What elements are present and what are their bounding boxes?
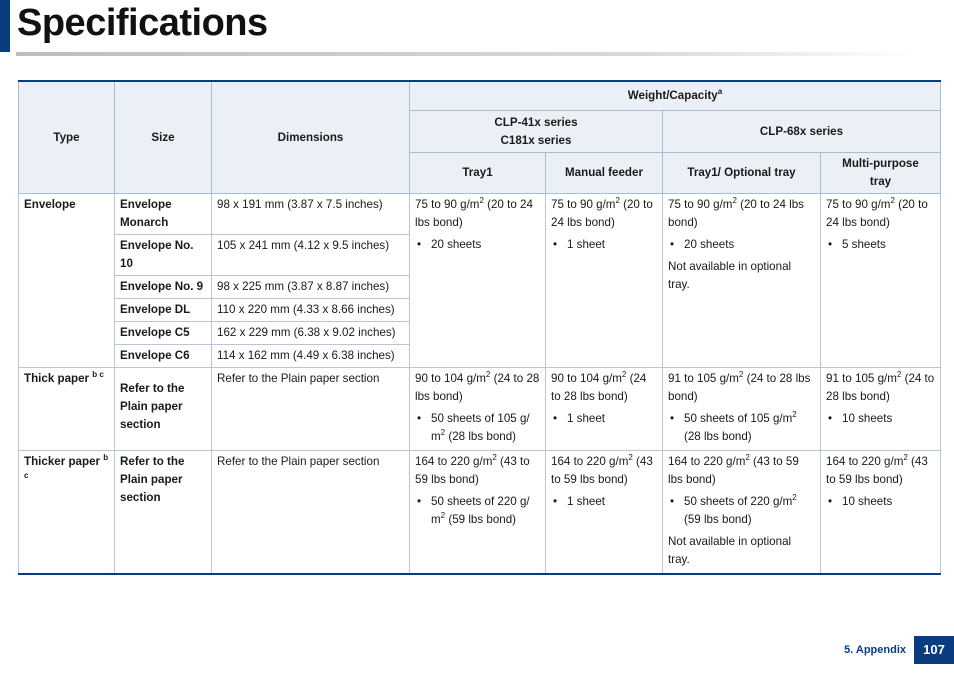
size-cell: Envelope No. 9: [115, 276, 212, 299]
weight-text: 75 to 90 $g/m^2$ (20 to 24 lbs bond): [551, 196, 653, 229]
weight-text: 91 to 105 $g/m^2$ (24 to 28 lbs bond): [668, 370, 811, 403]
weight-text: 90 to 104 $g/m^2$ (24 to 28 lbs bond): [415, 370, 540, 403]
thick-tray1-optional: [663, 368, 821, 451]
multi-purpose-line2: tray: [869, 175, 892, 188]
size-cell: Envelope Monarch: [115, 194, 212, 235]
table-row: [19, 451, 941, 575]
footnote-marker-bc: b c: [92, 370, 104, 380]
list-item: • 20 sheets: [415, 236, 540, 254]
thick-manual-feeder: [546, 368, 663, 451]
capacity-list: [415, 236, 540, 254]
capacity-list: [551, 410, 657, 428]
envelope-tray1-optional: [663, 194, 821, 368]
thicker-manual-feeder: [546, 451, 663, 575]
capacity-list: [826, 410, 935, 428]
size-cell: Envelope C6: [115, 345, 212, 368]
specifications-table: [18, 80, 941, 575]
dimensions-cell: 114 x 162 mm (4.49 x 6.38 inches): [212, 345, 410, 368]
header-series-b: CLP-68x series: [663, 111, 941, 153]
table-row: [19, 194, 941, 235]
dimensions-cell: 110 x 220 mm (4.33 x 8.66 inches): [212, 299, 410, 322]
page-title: Specifications: [17, 2, 268, 44]
dimensions-cell: 98 x 191 mm (3.87 x 7.5 inches): [212, 194, 410, 235]
capacity-list: [415, 493, 540, 529]
capacity-list: [551, 236, 657, 254]
list-item: • 20 sheets: [668, 236, 815, 254]
header-row-1: [19, 81, 941, 111]
capacity-list: [668, 236, 815, 254]
footnote-marker-a: a: [717, 87, 723, 97]
list-item: • 50 sheets of 105 $g/m^2$ (28 lbs bond): [668, 410, 815, 446]
weight-text: 164 to 220 $g/m^2$ (43 to 59 lbs bond): [415, 453, 530, 486]
size-cell: Envelope DL: [115, 299, 212, 322]
weight-text: 75 to 90 $g/m^2$ (20 to 24 lbs bond): [826, 196, 928, 229]
list-item: • 50 sheets of 105 g/ $m^2$ (28 lbs bond): [415, 410, 540, 446]
footnote-marker-bc: b c: [24, 453, 109, 481]
list-item: • 50 sheets of 220 g/ $m^2$ (59 lbs bond): [415, 493, 540, 529]
title-accent-bar: [0, 0, 10, 52]
availability-note: Not available in optional tray.: [668, 260, 792, 291]
list-item: • 50 sheets of 220 $g/m^2$ (59 lbs bond): [668, 493, 815, 529]
footer-section-label: 5. Appendix: [844, 644, 906, 656]
list-item: • 1 sheet: [551, 410, 657, 428]
multi-purpose-line1: Multi-purpose: [842, 157, 919, 170]
capacity-list: [415, 410, 540, 446]
size-cell: Refer to the Plain paper section: [115, 451, 212, 575]
capacity-list: [551, 493, 657, 511]
series-a-line2: C181x series: [500, 133, 572, 147]
header-manual-feeder: Manual feeder: [546, 153, 663, 194]
header-dimensions: Dimensions: [212, 81, 410, 194]
weight-text: 164 to 220 $g/m^2$ (43 to 59 lbs bond): [668, 453, 799, 486]
header-weight-capacity: [410, 81, 941, 111]
header-size: Size: [115, 81, 212, 194]
type-thick-paper: Thick paper $^{b c}$: [19, 368, 115, 451]
weight-text: 164 to 220 $g/m^2$ (43 to 59 lbs bond): [826, 453, 928, 486]
size-cell: Envelope C5: [115, 322, 212, 345]
thick-tray1: [410, 368, 546, 451]
envelope-manual-feeder: [546, 194, 663, 368]
header-multi-purpose: [821, 153, 941, 194]
series-a-line1: CLP-41x series: [494, 115, 578, 129]
weight-text: 90 to 104 $g/m^2$ (24 to 28 lbs bond): [551, 370, 647, 403]
title-divider: [16, 52, 916, 56]
weight-text: 91 to 105 $g/m^2$ (24 to 28 lbs bond): [826, 370, 935, 403]
size-cell: Refer to the Plain paper section: [115, 368, 212, 451]
page-number: 107: [914, 636, 954, 664]
list-item: • 10 sheets: [826, 410, 935, 428]
list-item: • 1 sheet: [551, 493, 657, 511]
header-tray1-optional: Tray1/ Optional tray: [663, 153, 821, 194]
list-item: • 5 sheets: [826, 236, 935, 254]
list-item: • 1 sheet: [551, 236, 657, 254]
header-type: Type: [19, 81, 115, 194]
thicker-tray1-optional: [663, 451, 821, 575]
thicker-tray1: [410, 451, 546, 575]
capacity-list: [668, 410, 815, 446]
table-row: [19, 368, 941, 451]
size-cell: Envelope No. 10: [115, 235, 212, 276]
header-tray1: Tray1: [410, 153, 546, 194]
capacity-list: [826, 236, 935, 254]
weight-text: 75 to 90 $g/m^2$ (20 to 24 lbs bond): [668, 196, 804, 229]
weight-text: 164 to 220 $g/m^2$ (43 to 59 lbs bond): [551, 453, 653, 486]
envelope-tray1: [410, 194, 546, 368]
dimensions-cell: 105 x 241 mm (4.12 x 9.5 inches): [212, 235, 410, 276]
dimensions-cell: Refer to the Plain paper section: [212, 368, 410, 451]
list-item: • 10 sheets: [826, 493, 935, 511]
dimensions-cell: Refer to the Plain paper section: [212, 451, 410, 575]
availability-note: Not available in optional tray.: [668, 535, 792, 566]
type-thicker-paper: Thicker paper $^{b c}$: [19, 451, 115, 575]
header-series-a: [410, 111, 663, 153]
thick-multi-purpose: [821, 368, 941, 451]
dimensions-cell: 162 x 229 mm (6.38 x 9.02 inches): [212, 322, 410, 345]
capacity-list: [826, 493, 935, 511]
header-weight-capacity-label: Weight/Capacity: [627, 89, 718, 102]
thicker-multi-purpose: [821, 451, 941, 575]
dimensions-cell: 98 x 225 mm (3.87 x 8.87 inches): [212, 276, 410, 299]
type-envelope: Envelope: [19, 194, 115, 368]
weight-text: 75 to 90 $g/m^2$ (20 to 24 lbs bond): [415, 196, 533, 229]
capacity-list: [668, 493, 815, 529]
envelope-multi-purpose: [821, 194, 941, 368]
